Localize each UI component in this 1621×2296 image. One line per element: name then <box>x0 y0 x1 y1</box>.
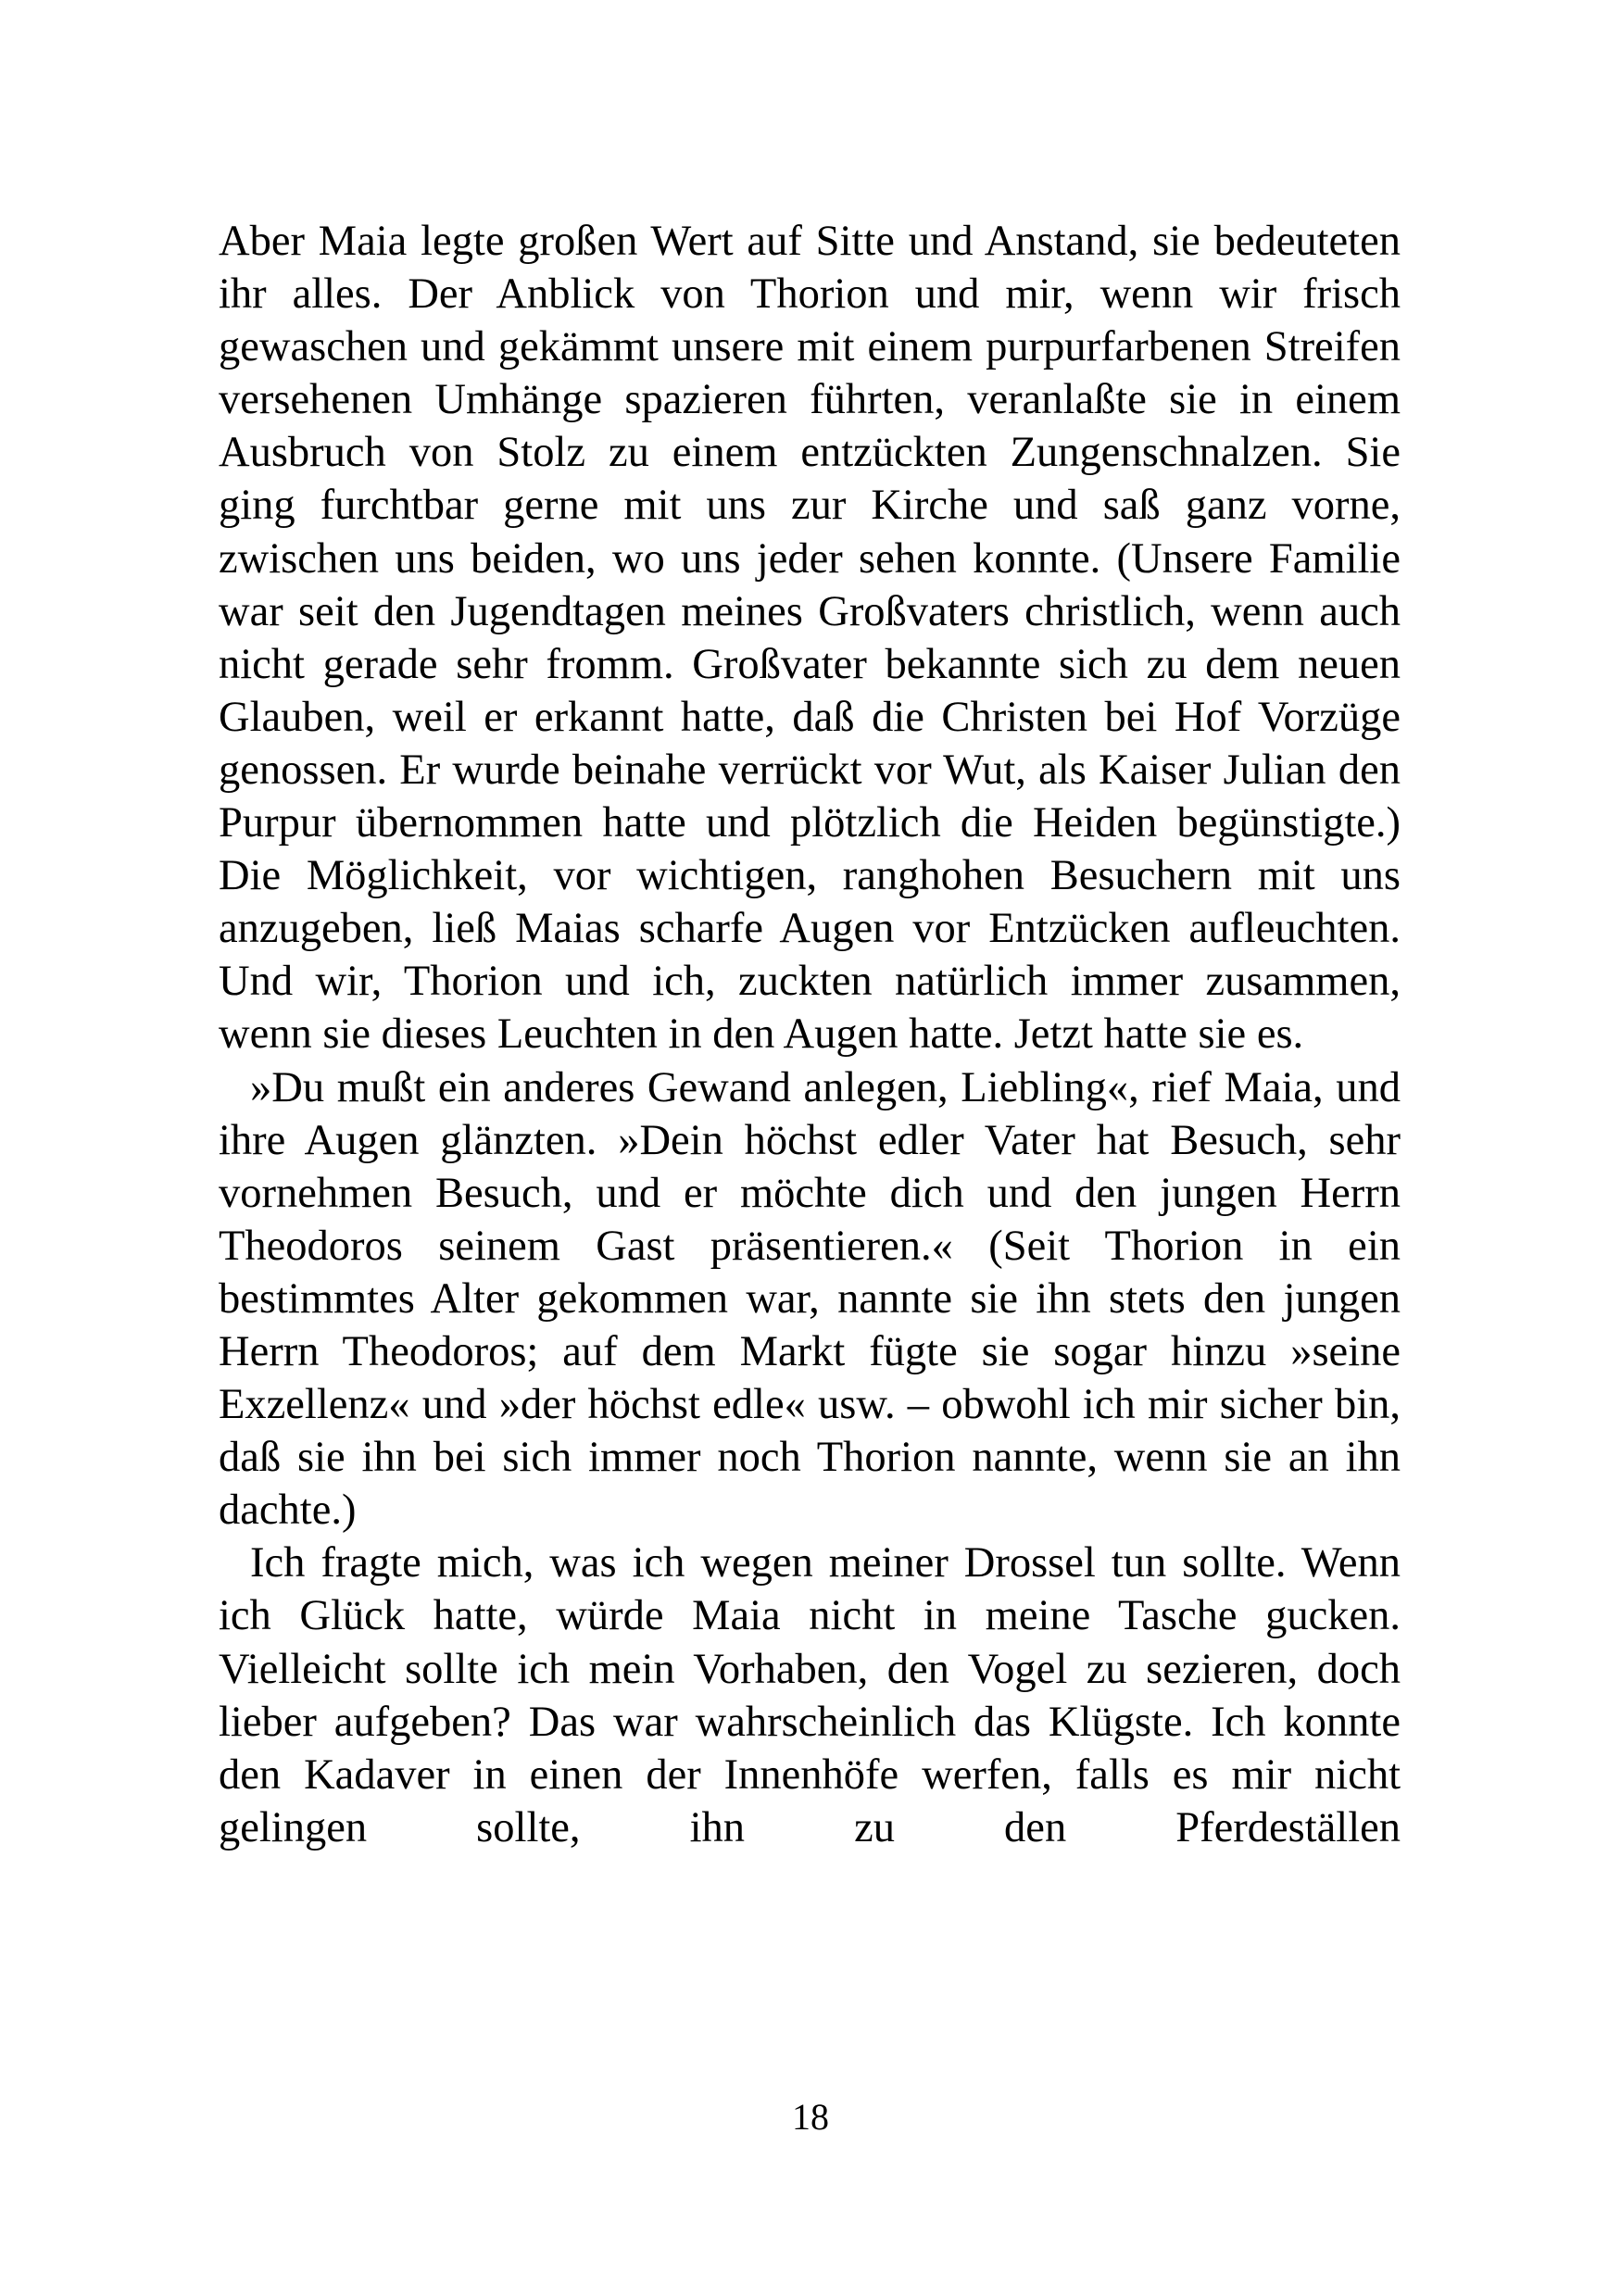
paragraph-1: Aber Maia legte großen Wert auf Sitte und Anstand, sie bedeuteten ihr alles. Der Anblick von Thorion und mir, wenn wir frisch gewaschen und gekämmt unsere mit einem purpurfarbenen Streifen versehenen Umhänge spazieren führten, veranlaßte sie in einem Ausbruch von Stolz zu einem entzückten Zungenschnalzen. Sie ging furchtbar gerne mit uns zur Kirche und saß ganz vorne, zwischen uns beiden, wo uns jeder sehen konnte. (Unsere Familie war seit den Jugendtagen meines Großvaters christlich, wenn auch nicht gerade sehr fromm. Großvater bekannte sich zu dem neuen Glauben, weil er erkannt hatte, daß die Christen bei Hof Vorzüge genossen. Er wurde beinahe verrückt vor Wut, als Kaiser Julian den Purpur übernommen hatte und plötzlich die Heiden begünstigte.) Die Möglichkeit, vor wichtigen, ranghohen Besuchern mit uns anzugeben, ließ Maias scharfe Augen vor Entzücken aufleuchten. Und wir, Thorion und ich, zuckten natürlich immer zusammen, wenn sie dieses Leuchten in den Augen hatte. Jetzt hatte sie es. <box>219 218 1401 1059</box>
paragraph-2: »Du mußt ein anderes Gewand anlegen, Liebling«, rief Maia, und ihre Augen glänzten. »Dein höchst edler Vater hat Besuch, sehr vornehmen Besuch, und er möchte dich und den jungen Herrn Theodoros seinem Gast präsentieren.« (Seit Thorion in ein bestimmtes Alter gekommen war, nannte sie ihn stets den jungen Herrn Theodoros; auf dem Markt fügte sie sogar hinzu »seine Exzellenz« und »der höchst edle« usw. – obwohl ich mir sicher bin, daß sie ihn bei sich immer noch Thorion nannte, wenn sie an ihn dachte.) <box>219 1063 1401 1535</box>
body-text <box>219 215 1401 1854</box>
paragraph-3: Ich fragte mich, was ich wegen meiner Drossel tun sollte. Wenn ich Glück hatte, würde Maia nicht in meine Tasche gucken. Vielleicht sollte ich mein Vorhaben, den Vogel zu sezieren, doch lieber aufgeben? Das war wahrscheinlich das Klügste. Ich konnte den Kadaver in einen der Innenhöfe werfen, falls es mir nicht gelingen sollte, ihn zu den Pferdeställen <box>219 1539 1401 1851</box>
page-number: 18 <box>792 2096 829 2138</box>
